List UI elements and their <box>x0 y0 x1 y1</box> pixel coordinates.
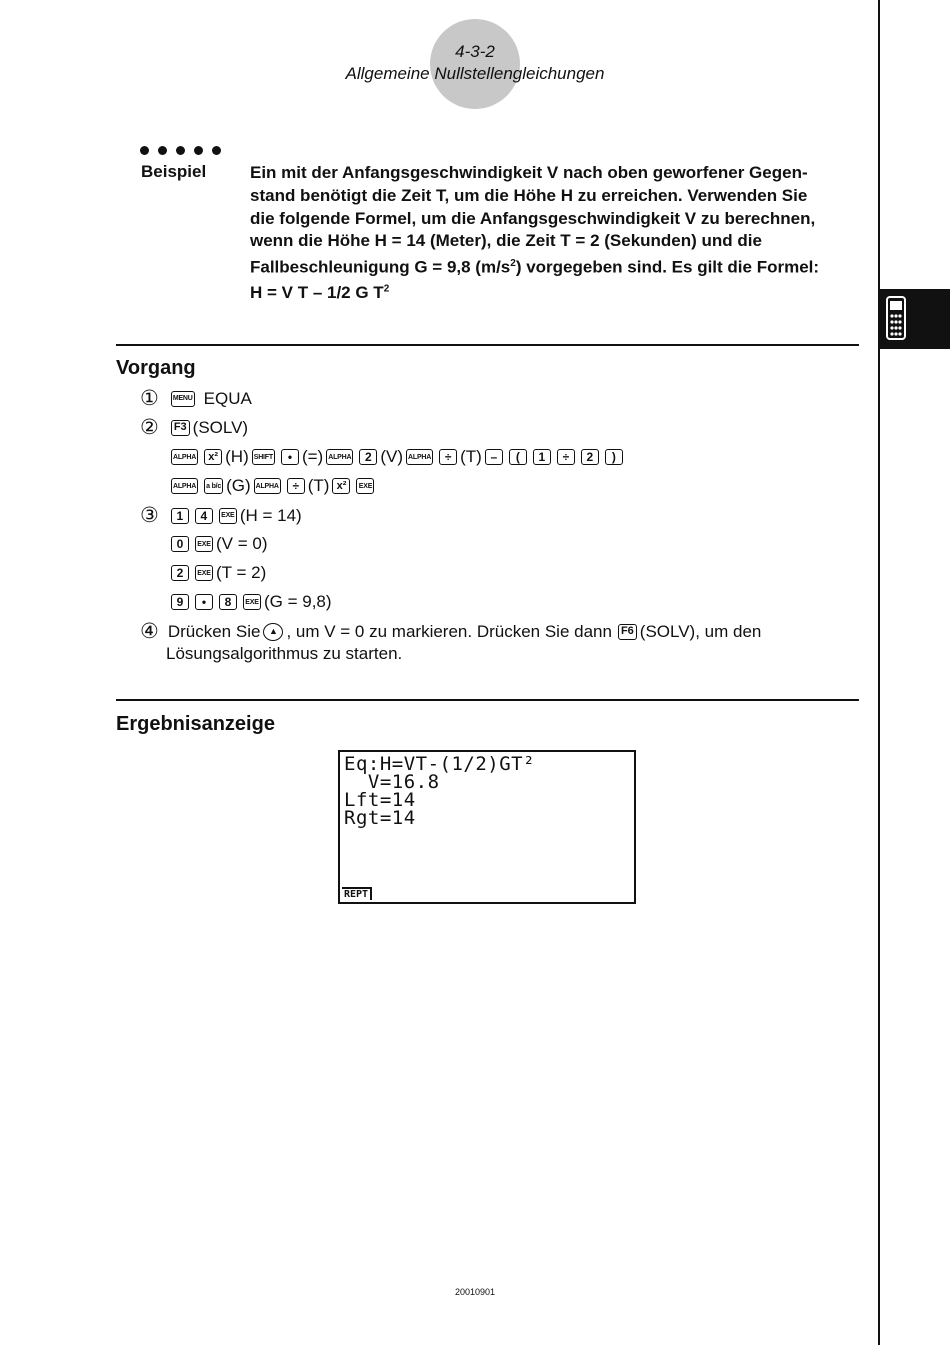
step-marker: ④ <box>140 620 159 643</box>
divide-key: ÷ <box>557 449 575 465</box>
example-label: Beispiel <box>141 162 207 181</box>
step-text: , um V = 0 zu markieren. Drücken Sie dann <box>286 621 612 641</box>
alpha-key: ALPHA <box>254 478 281 494</box>
key-note: (V = 0) <box>216 534 268 553</box>
step-marker: ③ <box>140 504 159 527</box>
step-1 <box>140 388 254 409</box>
alpha-key: ALPHA <box>171 478 198 494</box>
step-2-keys-b <box>168 476 377 496</box>
key-note: (H) <box>225 447 249 466</box>
digit-key: 2 <box>359 449 377 465</box>
procedure-title: Vorgang <box>116 357 196 379</box>
square-key: x² <box>204 449 222 465</box>
dot-key: • <box>281 449 299 465</box>
open-paren-key: ( <box>509 449 527 465</box>
step-marker: ② <box>140 416 159 439</box>
key-note: (T) <box>307 476 330 495</box>
square-key: x² <box>332 478 350 494</box>
screen-line: Lft=14 <box>344 789 416 811</box>
alpha-key: ALPHA <box>326 449 353 465</box>
close-paren-key: ) <box>605 449 623 465</box>
screen-line: Eq:H=VT-(1/2)GT² <box>344 753 536 775</box>
screen-line: Rgt=14 <box>344 807 416 829</box>
key-note: (H = 14) <box>239 505 302 525</box>
key-note: (V) <box>380 447 404 466</box>
step-3 <box>140 505 302 526</box>
digit-key: 2 <box>171 565 189 581</box>
step-text: (SOLV), um den <box>639 621 762 641</box>
example-line: Fallbeschleunigung G = 9,8 $(m/s^2)$ vorgegeben sind. Es gilt die Formel: <box>250 257 820 277</box>
result-title: Ergebnisanzeige <box>116 713 275 735</box>
exe-key: EXE <box>243 594 261 610</box>
calculator-screen <box>338 750 636 904</box>
alpha-key: ALPHA <box>406 449 433 465</box>
page-edge-rule <box>878 0 880 1345</box>
section-title: Allgemeine Nullstellengleichungen <box>345 64 605 83</box>
fraction-key: a b/c <box>204 478 223 494</box>
section-divider <box>116 344 859 346</box>
dot-key: • <box>195 594 213 610</box>
digit-key: 2 <box>581 449 599 465</box>
key-note: (T = 2) <box>216 563 267 582</box>
chapter-tab <box>880 289 950 349</box>
example-line: die folgende Formel, um die Anfangsgeschwindigkeit V zu berechnen, <box>250 208 816 228</box>
digit-key: 0 <box>171 536 189 552</box>
key-note: (=) <box>301 447 324 466</box>
step-3-v <box>168 534 268 554</box>
example-dots <box>140 146 221 155</box>
digit-key: 4 <box>195 508 213 524</box>
shift-key: SHIFT <box>252 449 275 465</box>
exe-key: EXE <box>195 536 213 552</box>
footer-code: 20010901 <box>454 1287 496 1297</box>
f6-key: F6 <box>618 624 637 640</box>
key-note: (T) <box>460 447 482 466</box>
step-4-continued: Lösungsalgorithmus zu starten. <box>166 644 403 663</box>
step-text: (SOLV) <box>192 417 249 437</box>
exe-key: EXE <box>195 565 213 581</box>
step-marker: ① <box>140 387 159 410</box>
example-line: wenn die Höhe H = 14 (Meter), die Zeit T = 2 (Sekunden) und die <box>250 231 762 251</box>
step-4 <box>140 621 761 642</box>
divide-key: ÷ <box>439 449 457 465</box>
example-line: stand benötigt die Zeit T, um die Höhe H zu erreichen. Verwenden Sie <box>250 185 808 205</box>
step-2-keys-a <box>168 447 626 467</box>
step-2 <box>140 417 248 438</box>
minus-key: – <box>485 449 503 465</box>
example-line: Ein mit der Anfangsgeschwindigkeit V nach oben geworfener Gegen- <box>250 163 808 182</box>
example-text <box>250 162 862 280</box>
digit-key: 8 <box>219 594 237 610</box>
section-number: 4-3-2 <box>455 42 495 61</box>
calculator-icon <box>886 296 906 340</box>
exe-key: EXE <box>219 508 237 524</box>
digit-key: 1 <box>533 449 551 465</box>
exe-key: EXE <box>356 478 374 494</box>
section-divider <box>116 699 859 701</box>
screen-line: V=16.8 <box>344 771 440 793</box>
rept-softkey: REPT <box>342 887 372 900</box>
f3-key: F3 <box>171 420 190 436</box>
step-text: EQUA <box>203 388 252 408</box>
step-3-g <box>168 592 332 612</box>
formula: H = V T – 1/2 G $T^2$ <box>250 283 390 302</box>
digit-key: 9 <box>171 594 189 610</box>
menu-key: MENU <box>171 391 195 407</box>
step-text: Drücken Sie <box>167 621 261 641</box>
key-note: (G) <box>226 476 251 495</box>
digit-key: 1 <box>171 508 189 524</box>
cursor-up-key: ▲ <box>263 623 283 641</box>
key-note: (G = 9,8) <box>264 592 332 611</box>
divide-key: ÷ <box>287 478 305 494</box>
alpha-key: ALPHA <box>171 449 198 465</box>
step-3-t <box>168 563 266 583</box>
